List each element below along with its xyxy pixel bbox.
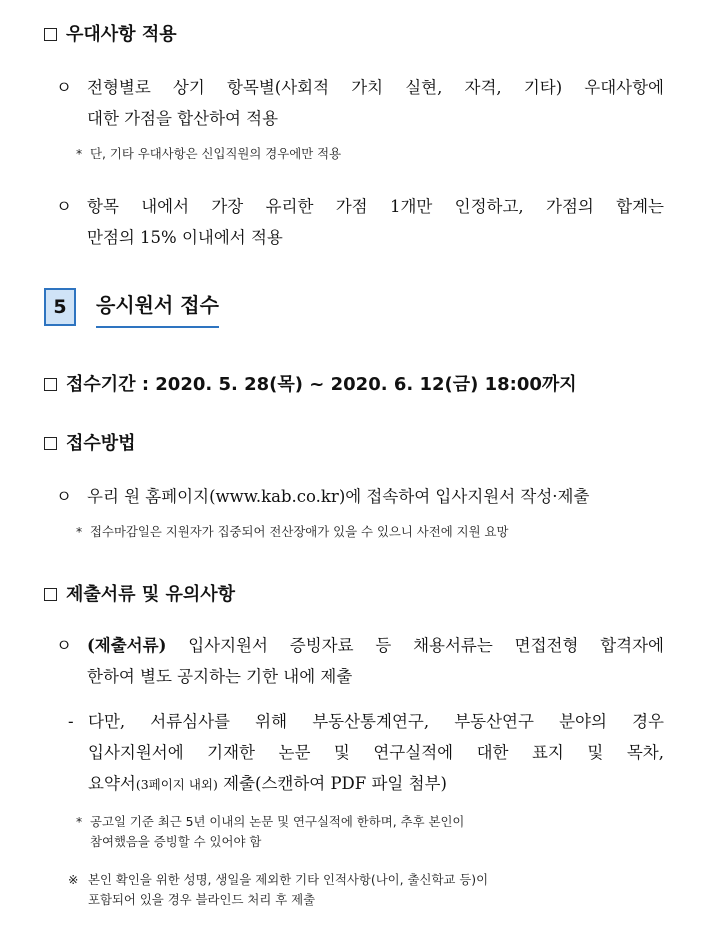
documents-note-1: * 공고일 기준 최근 5년 이내의 논문 및 연구실적에 한하며, 추후 본인이 참여했음을 증빙할 수 있어야 함 <box>76 814 465 849</box>
preference-heading: 우대사항 적용 <box>44 20 177 46</box>
circle-bullet-icon: ㅇ <box>56 197 72 216</box>
label-bold: (제출서류) <box>87 636 167 655</box>
text-line: 전형별로 상기 항목별(사회적 가치 실현, 자격, 기타) 우대사항에 <box>87 78 664 97</box>
method-heading: 접수방법 <box>44 429 136 455</box>
method-note: * 접수마감일은 지원자가 집중되어 전산장애가 있을 수 있으니 사전에 지원 요망 <box>76 524 509 539</box>
checkbox-square-icon <box>44 588 57 601</box>
checkbox-square-icon <box>44 28 57 41</box>
circle-bullet-icon: ㅇ <box>56 78 72 97</box>
text-line: 요약서(3페이지 내외) 제출(스캔하여 PDF 파일 첨부) <box>88 774 447 793</box>
checkbox-square-icon <box>44 378 57 391</box>
section-number-badge: 5 <box>44 288 76 326</box>
documents-heading: 제출서류 및 유의사항 <box>44 580 235 606</box>
text-line: 만점의 15% 이내에서 적용 <box>87 228 283 247</box>
preference-note: * 단, 기타 우대사항은 신입직원의 경우에만 적용 <box>76 146 342 161</box>
text-line: 우리 원 홈페이지(www.kab.co.kr)에 접속하여 입사지원서 작성·제출 <box>87 487 590 506</box>
documents-note-2: ※ 본인 확인을 위한 성명, 생일을 제외한 기타 인적사항(나이, 출신학교 등)이 포함되어 있을 경우 블라인드 처리 후 제출 <box>68 872 489 907</box>
text-line: (제출서류) 입사지원서 증빙자료 등 채용서류는 면접전형 합격자에 <box>87 636 664 655</box>
dash-bullet: - <box>68 712 74 731</box>
text-line: 대한 가점을 합산하여 적용 <box>87 109 279 128</box>
section-title: 응시원서 접수 <box>96 290 219 328</box>
text-line: 한하여 별도 공지하는 기한 내에 제출 <box>87 667 353 686</box>
period-heading: 접수기간 : 2020. 5. 28(목) ~ 2020. 6. 12(금) 18:00까지 <box>44 370 577 396</box>
text-line: 항목 내에서 가장 유리한 가점 1개만 인정하고, 가점의 합계는 <box>87 197 664 216</box>
checkbox-square-icon <box>44 437 57 450</box>
circle-bullet-icon: ㅇ <box>56 636 72 655</box>
circle-bullet-icon: ㅇ <box>56 487 72 506</box>
reference-mark-icon: ※ <box>68 872 79 887</box>
text-line: 입사지원서에 기재한 논문 및 연구실적에 대한 표지 및 목차, <box>88 743 664 762</box>
text-line: 다만, 서류심사를 위해 부동산통계연구, 부동산연구 분야의 경우 <box>88 712 664 731</box>
